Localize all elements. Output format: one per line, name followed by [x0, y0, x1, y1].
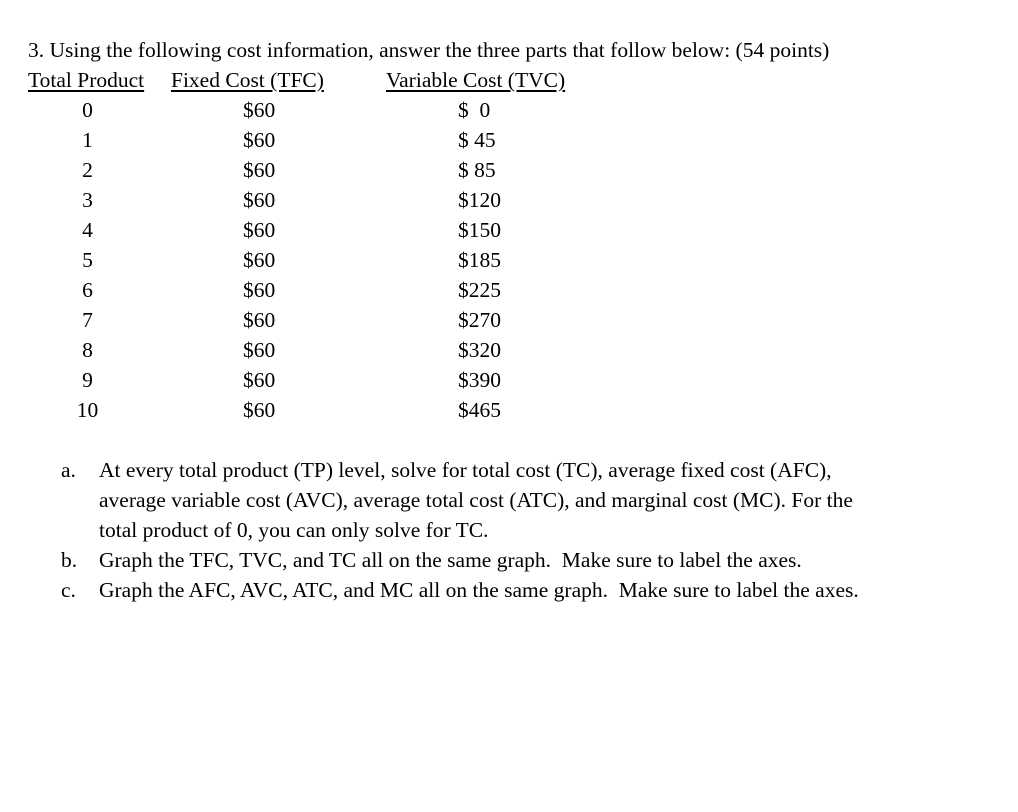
total-product-cell: 4 [82, 218, 93, 242]
fixed-cost-cell: $60 [243, 278, 276, 302]
table-row [0, 160, 1018, 190]
header-total-product: Total Product [28, 68, 145, 92]
part-c-text: Graph the AFC, AVC, ATC, and MC all on the same graph. Make sure to label the axes. [99, 578, 859, 602]
fixed-cost-cell: $60 [243, 308, 276, 332]
variable-cost-cell: $150 [458, 218, 501, 242]
fixed-cost-cell: $60 [243, 248, 276, 272]
table-row [0, 100, 1018, 130]
fixed-cost-cell: $60 [243, 128, 276, 152]
variable-cost-cell: $120 [458, 188, 501, 212]
part-c-marker: c. [61, 578, 76, 602]
table-row [0, 280, 1018, 310]
variable-cost-cell: $225 [458, 278, 501, 302]
total-product-cell: 6 [82, 278, 93, 302]
total-product-cell: 1 [82, 128, 93, 152]
total-product-cell: 10 [76, 398, 99, 422]
question-prompt: 3. Using the following cost information, answer the three parts that follow below: (54 points) [28, 38, 830, 62]
part-b-marker: b. [61, 548, 78, 572]
table-row [0, 340, 1018, 370]
fixed-cost-cell: $60 [243, 98, 276, 122]
total-product-cell: 8 [82, 338, 93, 362]
table-row [0, 250, 1018, 280]
table-row [0, 370, 1018, 400]
variable-cost-cell: $ 85 [458, 158, 496, 182]
total-product-cell: 5 [82, 248, 93, 272]
table-row [0, 130, 1018, 160]
table-row [0, 220, 1018, 250]
total-product-cell: 9 [82, 368, 93, 392]
total-product-cell: 0 [82, 98, 93, 122]
header-variable-cost: Variable Cost (TVC) [386, 68, 566, 92]
total-product-cell: 3 [82, 188, 93, 212]
variable-cost-cell: $270 [458, 308, 501, 332]
variable-cost-cell: $ 45 [458, 128, 496, 152]
part-a-line-1: At every total product (TP) level, solve for total cost (TC), average fixed cost (AFC), [99, 458, 832, 482]
part-a-marker: a. [61, 458, 76, 482]
fixed-cost-cell: $60 [243, 338, 276, 362]
fixed-cost-cell: $60 [243, 188, 276, 212]
part-a-line-3: total product of 0, you can only solve for TC. [99, 518, 489, 542]
table-row [0, 310, 1018, 340]
table-row [0, 400, 1018, 430]
total-product-cell: 7 [82, 308, 93, 332]
fixed-cost-cell: $60 [243, 398, 276, 422]
fixed-cost-cell: $60 [243, 368, 276, 392]
table-row [0, 190, 1018, 220]
variable-cost-cell: $390 [458, 368, 501, 392]
fixed-cost-cell: $60 [243, 158, 276, 182]
part-a-text [99, 455, 989, 545]
total-product-cell: 2 [82, 158, 93, 182]
variable-cost-cell: $185 [458, 248, 501, 272]
header-fixed-cost: Fixed Cost (TFC) [171, 68, 324, 92]
variable-cost-cell: $ 0 [458, 98, 491, 122]
fixed-cost-cell: $60 [243, 218, 276, 242]
part-a-line-2: average variable cost (AVC), average total cost (ATC), and marginal cost (MC). For the [99, 488, 853, 512]
variable-cost-cell: $465 [458, 398, 501, 422]
part-b-text: Graph the TFC, TVC, and TC all on the same graph. Make sure to label the axes. [99, 548, 802, 572]
variable-cost-cell: $320 [458, 338, 501, 362]
